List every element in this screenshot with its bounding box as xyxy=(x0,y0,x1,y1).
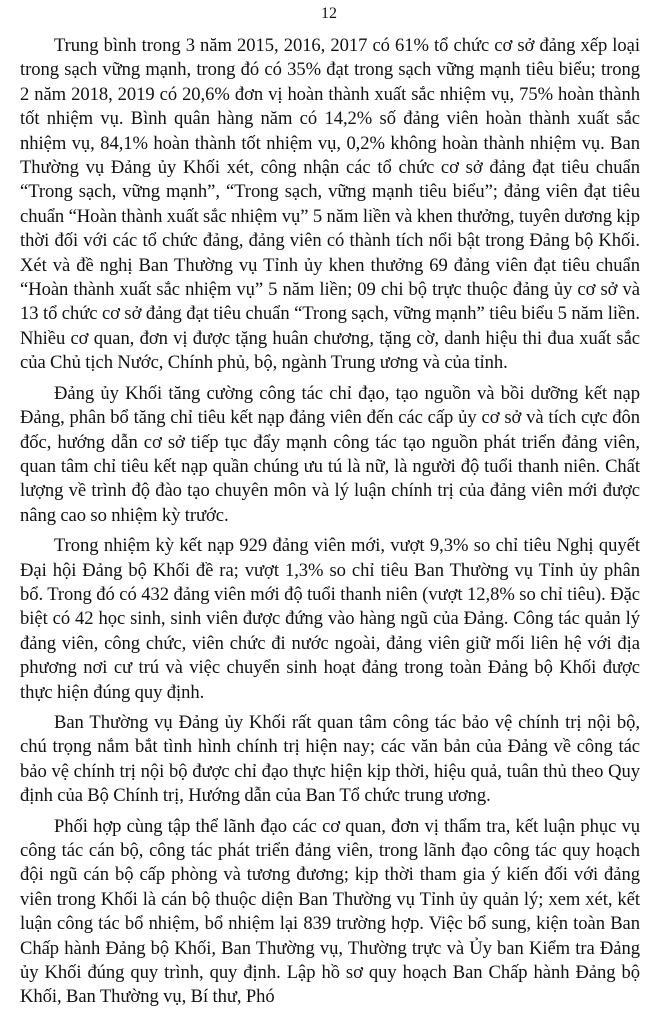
paragraph-cadre-work-coordination: Phối hợp cùng tập thể lãnh đạo các cơ quan, đơn vị thẩm tra, kết luận phục vụ công tác cán bộ, công tác phát triển đảng viên, trong lãnh đạo công tác quy hoạch đội ngũ cán bộ cấp phòng và tương đương; kịp thời tham gia ý kiến đối với đảng viên trong Khối là cán bộ thuộc diện Ban Thường vụ Tỉnh ủy quản lý; xem xét, kết luận công tác bổ nhiệm, bổ nhiệm lại 839 trường hợp. Việc bổ sung, kiện toàn Ban Chấp hành Đảng bộ Khối, Ban Thường vụ, Thường trực và Ủy ban Kiểm tra Đảng ủy Khối đúng quy trình, quy định. Lập hồ sơ quy hoạch Ban Chấp hành Đảng bộ Khối, Ban Thường vụ, Bí thư, Phó xyxy=(20,815,640,1008)
page-number: 12 xyxy=(321,5,337,22)
document-body xyxy=(20,34,640,1016)
paragraph-internal-political-protection: Ban Thường vụ Đảng ủy Khối rất quan tâm công tác bảo vệ chính trị nội bộ, chú trọng nắm bắt tình hình chính trị hiện nay; các văn bản của Đảng về công tác bảo vệ chính trị nội bộ được chỉ đạo thực hiện kịp thời, hiệu quả, tuân thủ theo Quy định của Bộ Chính trị, Hướng dẫn của Ban Tổ chức trung ương. xyxy=(20,711,640,807)
paragraph-party-admission-direction: Đảng ủy Khối tăng cường công tác chỉ đạo, tạo nguồn và bồi dưỡng kết nạp Đảng, phân bổ tăng chỉ tiêu kết nạp đảng viên đến các cấp ủy cơ sở và tích cực đôn đốc, hướng dẫn cơ sở tiếp tục đẩy mạnh công tác tạo nguồn phát triển đảng viên, quan tâm chỉ tiêu kết nạp quần chúng ưu tú là nữ, là người độ tuổi thanh niên. Chất lượng về trình độ đào tạo chuyên môn và lý luận chính trị của đảng viên mới được nâng cao so nhiệm kỳ trước. xyxy=(20,382,640,526)
paragraph-party-organization-rating: Trung bình trong 3 năm 2015, 2016, 2017 có 61% tổ chức cơ sở đảng xếp loại trong sạch vững mạnh, trong đó có 35% đạt trong sạch vững mạnh tiêu biểu; trong 2 năm 2018, 2019 có 20,6% đơn vị hoàn thành xuất sắc nhiệm vụ, 75% hoàn thành tốt nhiệm vụ. Bình quân hàng năm có 14,2% số đảng viên hoàn thành xuất sắc nhiệm vụ, 84,1% hoàn thành tốt nhiệm vụ, 0,2% không hoàn thành nhiệm vụ. Ban Thường vụ Đảng ủy Khối xét, công nhận các tổ chức cơ sở đảng đạt tiêu chuẩn “Trong sạch, vững mạnh”, “Trong sạch, vững mạnh tiêu biểu”; đảng viên đạt tiêu chuẩn “Hoàn thành xuất sắc nhiệm vụ” 5 năm liền và khen thưởng, tuyên dương kịp thời đối với các tổ chức đảng, đảng viên có thành tích nổi bật trong Đảng bộ Khối. Xét và đề nghị Ban Thường vụ Tỉnh ủy khen thưởng 69 đảng viên đạt tiêu chuẩn “Hoàn thành xuất sắc nhiệm vụ” 5 năm liền; 09 chi bộ trực thuộc đảng ủy cơ sở và 13 tổ chức cơ sở đảng đạt tiêu chuẩn “Trong sạch, vững mạnh” tiêu biểu 5 năm liền. Nhiều cơ quan, đơn vị được tặng huân chương, tặng cờ, danh hiệu thi đua xuất sắc của Chủ tịch Nước, Chính phủ, bộ, ngành Trung ương và của tỉnh. xyxy=(20,35,640,374)
paragraph-new-party-members: Trong nhiệm kỳ kết nạp 929 đảng viên mới, vượt 9,3% so chỉ tiêu Nghị quyết Đại hội Đảng bộ Khối đề ra; vượt 1,3% so chỉ tiêu Ban Thường vụ Tỉnh ủy phân bổ. Trong đó có 432 đảng viên mới độ tuổi thanh niên (vượt 12,8% so chỉ tiêu). Đặc biệt có 42 học sinh, sinh viên được đứng vào hàng ngũ của Đảng. Công tác quản lý đảng viên, công chức, viên chức đi nước ngoài, đảng viên giữ mối liên hệ với địa phương nơi cư trú và việc chuyển sinh hoạt đảng trong toàn Đảng bộ Khối được thực hiện đúng quy định. xyxy=(20,535,640,703)
